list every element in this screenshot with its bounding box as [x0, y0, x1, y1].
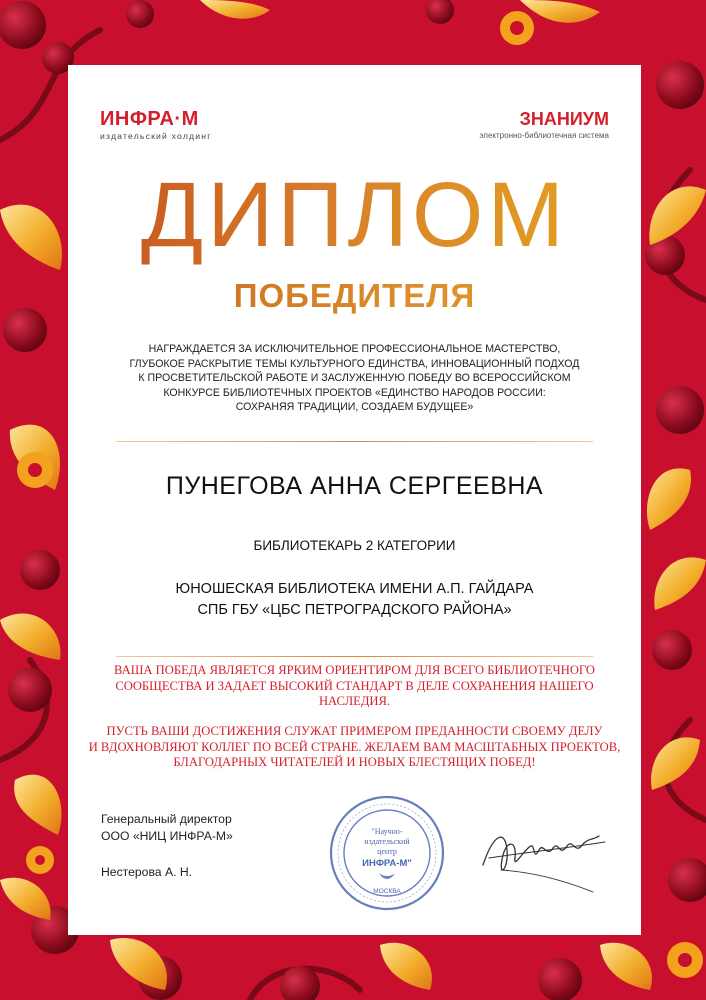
wish-line: ВАША ПОБЕДА ЯВЛЯЕТСЯ ЯРКИМ ОРИЕНТИРОМ ДЛЯ ВСЕГО БИБЛИОТЕЧНОГО: [114, 663, 595, 677]
signatory-block: [101, 811, 233, 881]
infra-m-logo-name: ИНФРА·М: [100, 108, 199, 130]
diploma-title: ДИПЛОМ: [68, 165, 641, 265]
stamp-center-line: "Научно-: [371, 827, 403, 836]
recipient-organization: [68, 579, 641, 621]
znanium-logo-tagline: электронно-библиотечная система: [479, 131, 609, 140]
wish-line: СООБЩЕСТВА И ЗАДАЕТ ВЫСОКИЙ СТАНДАРТ В ДЕЛЕ СОХРАНЕНИЯ НАШЕГО НАСЛЕДИЯ.: [115, 678, 594, 708]
award-text-line: ГЛУБОКОЕ РАСКРЫТИЕ ТЕМЫ КУЛЬТУРНОГО ЕДИНСТВА, ИННОВАЦИОННЫЙ ПОДХОД: [129, 357, 580, 370]
stamp-center-line: ИНФРА-М": [362, 858, 412, 869]
diploma-subtitle: ПОБЕДИТЕЛЯ: [68, 277, 641, 315]
znanium-logo-name: ЗНАНИУМ: [519, 109, 609, 129]
award-text-line: КОНКУРСЕ БИБЛИОТЕЧНЫХ ПРОЕКТОВ «ЕДИНСТВО НАРОДОВ РОССИИ:: [163, 386, 546, 399]
diploma-sheet: [68, 65, 641, 935]
divider-bottom: [116, 656, 593, 657]
stamp-city: МОСКВА: [373, 888, 401, 895]
organization-line: ЮНОШЕСКАЯ БИБЛИОТЕКА ИМЕНИ А.П. ГАЙДАРА: [175, 581, 534, 597]
award-text-line: НАГРАЖДАЕТСЯ ЗА ИСКЛЮЧИТЕЛЬНОЕ ПРОФЕССИОНАЛЬНОЕ МАСТЕРСТВО,: [148, 343, 561, 355]
znanium-logo: [479, 109, 609, 140]
wish-line: БЛАГОДАРНЫХ ЧИТАТЕЛЕЙ И НОВЫХ БЛЕСТЯЩИХ ПОБЕД!: [173, 755, 536, 769]
infra-m-logo-tagline: издательский холдинг: [100, 131, 212, 141]
signatory-name: Нестерова А. Н.: [101, 865, 193, 879]
signatory-company: ООО «НИЦ ИНФРА-М»: [101, 829, 233, 843]
divider-top: [116, 441, 593, 442]
stamp-center-line: центр: [377, 847, 397, 856]
handwritten-signature: [473, 810, 613, 900]
recipient-position: БИБЛИОТЕКАРЬ 2 КАТЕГОРИИ: [253, 538, 456, 553]
wish-line: ПУСТЬ ВАШИ ДОСТИЖЕНИЯ СЛУЖАТ ПРИМЕРОМ ПРЕДАННОСТИ СВОЕМУ ДЕЛУ: [106, 724, 603, 738]
award-text-line: К ПРОСВЕТИТЕЛЬСКОЙ РАБОТЕ И ЗАСЛУЖЕННУЮ ПОБЕДУ ВО ВСЕРОССИЙСКОМ: [138, 372, 571, 385]
signatory-role: Генеральный директор: [101, 812, 232, 826]
award-text-line: СОХРАНЯЯ ТРАДИЦИИ, СОЗДАЕМ БУДУЩЕЕ»: [235, 401, 474, 414]
stamp-seal-icon: [327, 793, 447, 913]
stamp-center-line: издательский: [364, 837, 410, 846]
organization-line: СПБ ГБУ «ЦБС ПЕТРОГРАДСКОГО РАЙОНА»: [197, 602, 512, 618]
wishes-paragraph-1: [88, 663, 621, 710]
infra-m-logo: [100, 108, 212, 141]
recipient-name: ПУНЕГОВА АННА СЕРГЕЕВНА: [165, 472, 544, 500]
award-text: [98, 342, 611, 415]
wishes-paragraph-2: [88, 724, 621, 771]
wish-line: И ВДОХНОВЛЯЮТ КОЛЛЕГ ПО ВСЕЙ СТРАНЕ. ЖЕЛАЕМ ВАМ МАСШТАБНЫХ ПРОЕКТОВ,: [88, 739, 621, 754]
